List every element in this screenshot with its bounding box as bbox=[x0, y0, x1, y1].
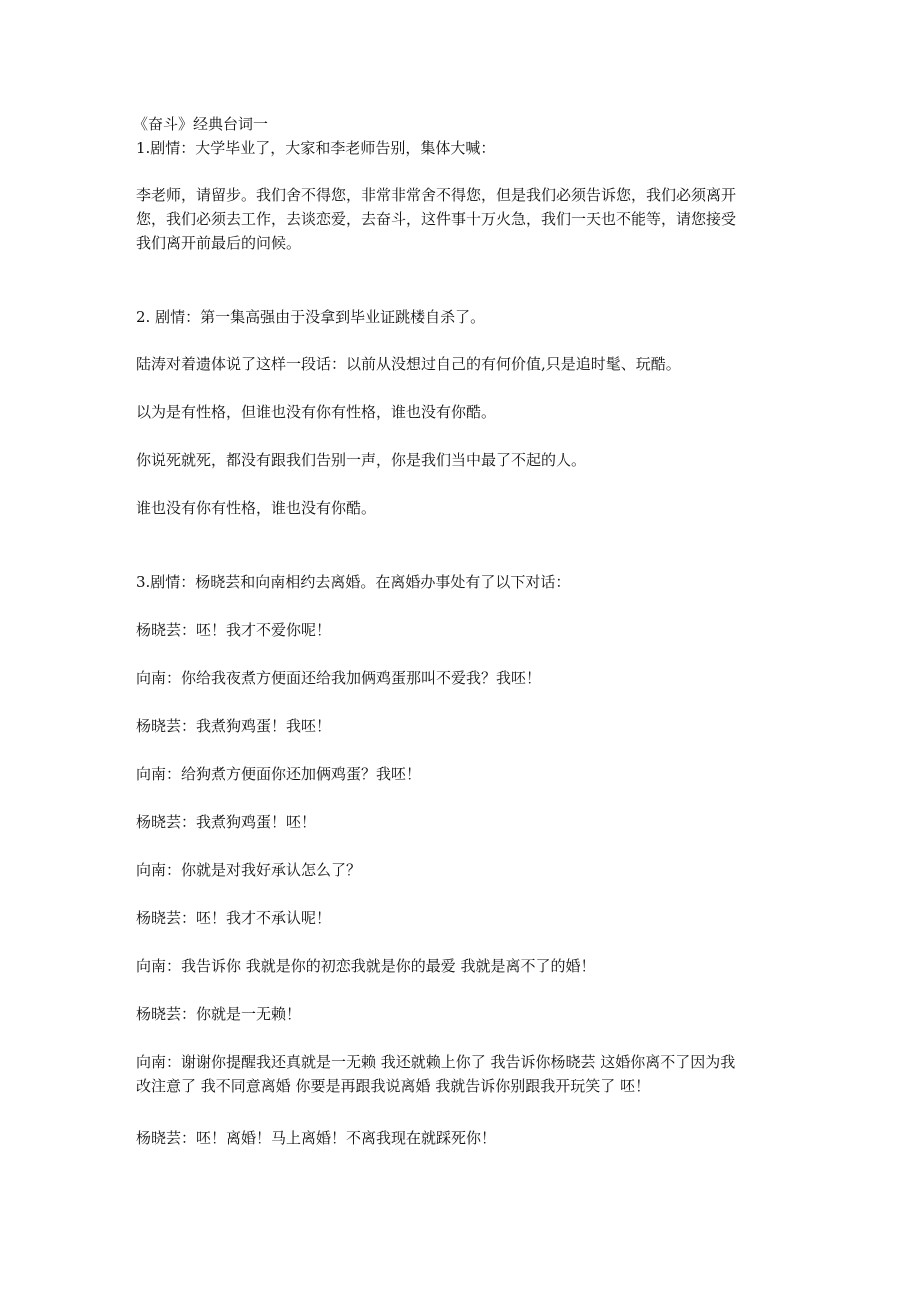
dialogue-line: 杨晓芸：呸！我才不承认呢！ bbox=[136, 909, 332, 927]
document-title: 《奋斗》经典台词一 bbox=[133, 115, 269, 133]
section-1-heading: 1.剧情：大学毕业了，大家和李老师告别，集体大喊： bbox=[136, 139, 496, 157]
dialogue-line: 杨晓芸：呸！离婚！马上离婚！不离我现在就踩死你！ bbox=[136, 1129, 497, 1147]
section-2-paragraph: 以为是有性格，但谁也没有你有性格，谁也没有你酷。 bbox=[136, 403, 497, 421]
dialogue-line: 向南：我告诉你 我就是你的初恋我就是你的最爱 我就是离不了的婚！ bbox=[136, 957, 596, 975]
dialogue-line: 杨晓芸：我煮狗鸡蛋！呸！ bbox=[136, 813, 317, 831]
dialogue-line: 杨晓芸：我煮狗鸡蛋！我呸！ bbox=[136, 717, 332, 735]
section-1-paragraph-line: 李老师，请留步。我们舍不得您，非常非常舍不得您，但是我们必须告诉您，我们必须离开 bbox=[136, 186, 737, 204]
section-2-paragraph: 陆涛对着遗体说了这样一段话：以前从没想过自己的有何价值,只是追时髦、玩酷。 bbox=[136, 355, 681, 373]
dialogue-line: 向南：谢谢你提醒我还真就是一无赖 我还就赖上你了 我告诉你杨晓芸 这婚你离不了因为我 bbox=[136, 1053, 736, 1071]
dialogue-line: 向南：你就是对我好承认怎么了？ bbox=[136, 861, 362, 879]
section-1-paragraph-line: 您，我们必须去工作，去谈恋爱，去奋斗，这件事十万火急，我们一天也不能等，请您接受 bbox=[136, 210, 737, 228]
dialogue-line: 向南：给狗煮方便面你还加俩鸡蛋？我呸！ bbox=[136, 765, 422, 783]
dialogue-line: 改注意了 我不同意离婚 你要是再跟我说离婚 我就告诉你别跟我开玩笑了 呸！ bbox=[136, 1077, 651, 1095]
dialogue-line: 杨晓芸：呸！我才不爱你呢！ bbox=[136, 621, 332, 639]
section-2-heading: 2. 剧情：第一集高强由于没拿到毕业证跳楼自杀了。 bbox=[136, 308, 486, 326]
dialogue-line: 杨晓芸：你就是一无赖！ bbox=[136, 1005, 302, 1023]
section-3-heading: 3.剧情：杨晓芸和向南相约去离婚。在离婚办事处有了以下对话： bbox=[136, 573, 571, 591]
dialogue-line: 向南：你给我夜煮方便面还给我加俩鸡蛋那叫不爱我？我呸！ bbox=[136, 669, 542, 687]
section-1-paragraph-line: 我们离开前最后的问候。 bbox=[136, 234, 302, 252]
section-2-paragraph: 谁也没有你有性格，谁也没有你酷。 bbox=[136, 499, 377, 517]
section-2-paragraph: 你说死就死，都没有跟我们告别一声，你是我们当中最了不起的人。 bbox=[136, 451, 587, 469]
